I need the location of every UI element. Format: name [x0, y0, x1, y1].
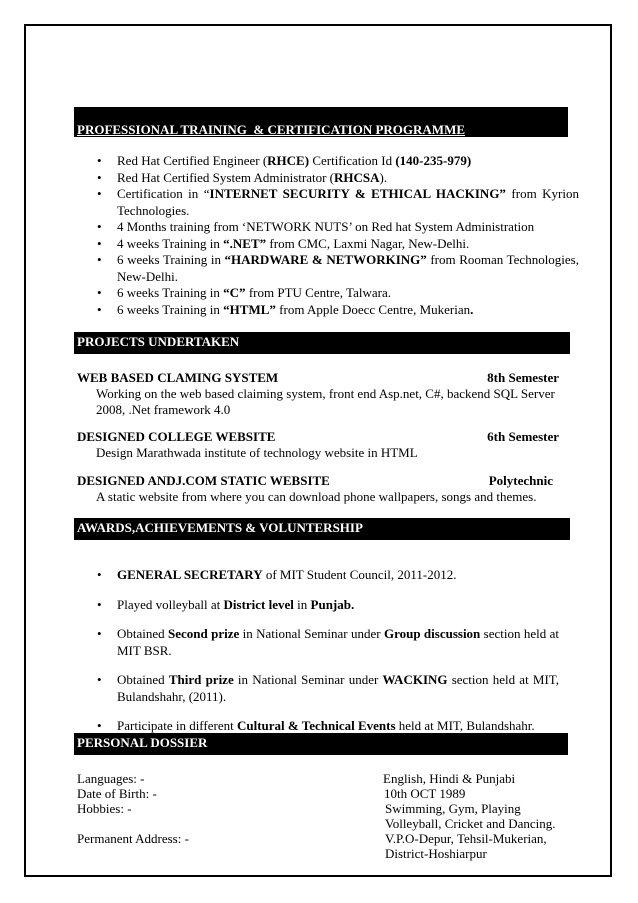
list-item: • Red Hat Certified System Administrator (RHCSA). [97, 170, 579, 187]
list-item: • 6 weeks Training in “HTML” from Apple Doecc Centre, Mukerian. [97, 302, 579, 319]
address-label: Permanent Address: - [77, 831, 189, 846]
list-item: • 4 Months training from ‘NETWORK NUTS’ on Red hat System Administration [97, 219, 579, 236]
dob-label: Date of Birth: - [77, 786, 157, 801]
awards-list [97, 567, 559, 735]
project-item [77, 473, 553, 505]
list-item: • Red Hat Certified Engineer (RHCE) Certification Id (140-235-979) [97, 153, 579, 170]
project-item [77, 429, 559, 461]
project-title: DESIGNED COLLEGE WEBSITE [77, 429, 276, 444]
list-item: • Certification in “INTERNET SECURITY & ETHICAL HACKING” from Kyrion Technologies. [97, 186, 579, 219]
project-description: Working on the web based claiming system, front end Asp.net, C#, backend SQL Server 2008, .Net framework 4.0 [96, 386, 555, 417]
project-description: Design Marathwada institute of technology website in HTML [96, 445, 418, 460]
awards-heading-text: AWARDS,ACHIEVEMENTS & VOLUNTERSHIP [77, 520, 363, 535]
project-term: Polytechnic [488, 473, 553, 488]
languages-label: Languages: - [77, 771, 145, 786]
dossier-row-hobbies [77, 801, 577, 831]
project-item [77, 370, 559, 418]
dossier-heading-text: PERSONAL DOSSIER [77, 735, 208, 750]
list-item: • 4 weeks Training in “.NET” from CMC, Laxmi Nagar, New-Delhi. [97, 236, 579, 253]
list-item: • 6 weeks Training in “C” from PTU Centre, Talwara. [97, 285, 579, 302]
dossier-row-address [77, 831, 577, 861]
hobbies-label: Hobbies: - [77, 801, 132, 816]
list-item: • Obtained Third prize in National Seminar under WACKING section held at MIT, Bulandshahr, (2011). [97, 672, 559, 705]
dossier-row-dob [77, 786, 577, 801]
section-heading-training [74, 107, 568, 137]
list-item: • GENERAL SECRETARY of MIT Student Council, 2011-2012. [97, 567, 559, 584]
projects-heading-text: PROJECTS UNDERTAKEN [77, 334, 240, 349]
training-list [97, 153, 579, 318]
project-description: A static website from where you can download phone wallpapers, songs and themes. [96, 489, 537, 504]
list-item: • Participate in different Cultural & Technical Events held at MIT, Bulandshahr. [97, 718, 559, 735]
list-item: • Obtained Second prize in National Seminar under Group discussion section held at MIT BSR. [97, 626, 559, 659]
list-item: • 6 weeks Training in “HARDWARE & NETWORKING” from Rooman Technologies, New-Delhi. [97, 252, 579, 285]
project-title: WEB BASED CLAMING SYSTEM [77, 370, 279, 385]
section-heading-projects [74, 332, 570, 354]
hobbies-value: Swimming, Gym, Playing Volleyball, Cricket and Dancing. [385, 801, 556, 831]
section-heading-awards [74, 518, 570, 540]
project-title: DESIGNED ANDJ.COM STATIC WEBSITE [77, 473, 330, 488]
dossier-row-languages [77, 771, 577, 786]
project-term: 6th Semester [487, 429, 559, 444]
languages-value: English, Hindi & Punjabi [383, 771, 516, 786]
section-heading-dossier [74, 733, 568, 755]
address-value: V.P.O-Depur, Tehsil-Mukerian, District-Hoshiarpur [385, 831, 547, 861]
personal-dossier [77, 771, 577, 861]
training-heading-text: PROFESSIONAL TRAINING & CERTIFICATION PROGRAMME [77, 122, 466, 137]
dob-value: 10th OCT 1989 [384, 786, 466, 801]
project-term: 8th Semester [487, 370, 559, 385]
list-item: • Played volleyball at District level in Punjab. [97, 597, 559, 614]
